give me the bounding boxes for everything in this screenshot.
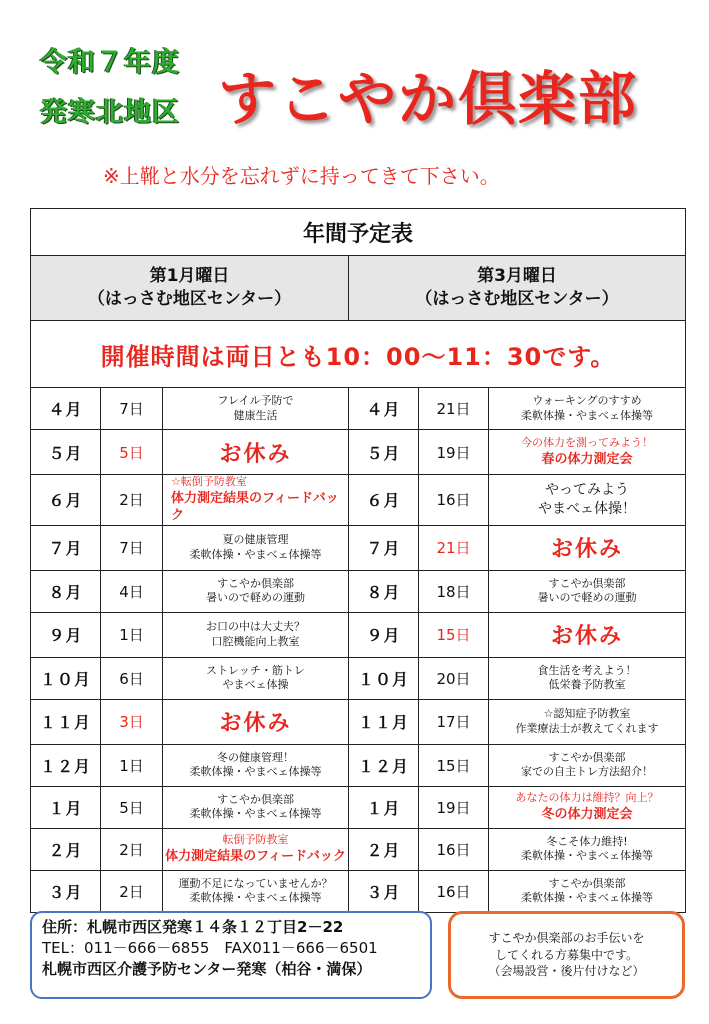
third-monday-month: ５月: [349, 430, 419, 475]
third-monday-month: ３月: [349, 870, 419, 912]
third-monday-date: 15日: [419, 744, 489, 786]
third-event-line2: 柔軟体操・やまべェ体操等: [521, 408, 653, 422]
third-monday-month: ８月: [349, 570, 419, 612]
first-event-line2: 柔軟体操・やまべェ体操等: [189, 891, 322, 905]
third-monday-month: １１月: [349, 699, 419, 744]
first-event-line2: 口腔機能向上教室: [211, 634, 300, 648]
third-event: [489, 699, 686, 744]
third-event: お休み: [489, 525, 686, 570]
schedule-row: [31, 475, 686, 526]
first-monday-month: ６月: [31, 475, 101, 526]
third-event: [489, 786, 686, 828]
center-name: 札幌市西区介護予防センター発寒（柏谷・満保）: [42, 960, 372, 978]
first-event-line2: 柔軟体操・やまべェ体操等: [189, 807, 322, 821]
first-event-line2: 健康生活: [233, 408, 278, 422]
club-title: すこやか倶楽部: [218, 65, 639, 133]
third-event-line1: 食生活を考えよう！: [537, 663, 637, 677]
third-monday-date: 19日: [419, 786, 489, 828]
first-monday-date: 2日: [101, 870, 163, 912]
first-monday-date: 6日: [101, 657, 163, 699]
first-monday-month: ５月: [31, 430, 101, 475]
volunteer-line1: すこやか倶楽部のお手伝いを: [488, 930, 645, 945]
first-event: お休み: [163, 699, 349, 744]
first-monday-date: 1日: [101, 612, 163, 657]
district-label: 発寒北地区: [40, 97, 180, 128]
schedule-row: [31, 612, 686, 657]
first-event: [163, 744, 349, 786]
third-monday-date: 20日: [419, 657, 489, 699]
first-event-line1: ☆転倒予防教室: [171, 475, 247, 488]
third-event-line1: ウォーキングのすすめ: [532, 393, 642, 407]
third-event: [489, 388, 686, 430]
third-monday-month: ９月: [349, 612, 419, 657]
third-event: [489, 475, 686, 526]
third-event-line2: 冬の体力測定会: [541, 807, 633, 823]
first-monday-month: ３月: [31, 870, 101, 912]
third-monday-month: ６月: [349, 475, 419, 526]
annual-schedule-table: [30, 208, 686, 913]
third-monday-month: １２月: [349, 744, 419, 786]
first-monday-date: 4日: [101, 570, 163, 612]
first-event-line2: やまべェ体操: [222, 678, 289, 692]
first-monday-month: ８月: [31, 570, 101, 612]
third-monday-month: ７月: [349, 525, 419, 570]
first-monday-date: 7日: [101, 388, 163, 430]
third-event-line1: すこやか倶楽部: [548, 876, 626, 890]
third-event-line1: ☆認知症予防教室: [543, 707, 631, 721]
third-monday-date: 16日: [419, 828, 489, 870]
first-event-line2: 暑いので軽めの運動: [206, 591, 305, 605]
first-monday-location: （はっさむ地区センター）: [87, 289, 292, 309]
third-event-line1: あなたの体力は維持？向上？: [515, 791, 659, 805]
first-event-line2: 柔軟体操・やまべェ体操等: [189, 765, 322, 779]
third-event-line1: すこやか倶楽部: [548, 750, 626, 764]
third-monday-month: １０月: [349, 657, 419, 699]
first-event: [163, 388, 349, 430]
first-monday-venue: [31, 256, 349, 321]
first-event: [163, 828, 349, 870]
third-event: [489, 870, 686, 912]
contact-box: [30, 911, 432, 999]
third-monday-date: 15日: [419, 612, 489, 657]
schedule-row: [31, 786, 686, 828]
third-monday-date: 17日: [419, 699, 489, 744]
first-event-line2: 体力測定結果のフィードバック: [165, 849, 346, 865]
third-event-line2: 柔軟体操・やまべェ体操等: [521, 891, 653, 905]
schedule-row: [31, 828, 686, 870]
schedule-row: [31, 525, 686, 570]
third-monday-month: １月: [349, 786, 419, 828]
first-monday-month: ９月: [31, 612, 101, 657]
first-monday-date: 1日: [101, 744, 163, 786]
first-monday-date: 2日: [101, 828, 163, 870]
first-monday-date: 5日: [101, 430, 163, 475]
first-event-line1: すこやか倶楽部: [217, 792, 294, 806]
first-monday-date: 5日: [101, 786, 163, 828]
first-monday-month: ７月: [31, 525, 101, 570]
third-monday-month: ２月: [349, 828, 419, 870]
third-event-line1: 冬こそ体力維持!: [546, 834, 628, 848]
third-monday-venue: [349, 256, 686, 321]
third-event: お休み: [489, 612, 686, 657]
first-event: お休み: [163, 430, 349, 475]
first-event-line1: ストレッチ・筋トレ: [206, 663, 305, 677]
first-monday-label: 第1月曜日: [149, 266, 230, 287]
first-event-line1: すこやか倶楽部: [217, 576, 294, 590]
first-event-line1: 夏の健康管理: [222, 533, 289, 547]
volunteer-line2: してくれる方募集中です。: [494, 947, 639, 962]
fiscal-year-label: 令和７年度: [40, 47, 180, 78]
first-monday-date: 2日: [101, 475, 163, 526]
third-monday-location: （はっさむ地区センター）: [415, 289, 619, 309]
first-monday-month: １月: [31, 786, 101, 828]
first-event-line1: 冬の健康管理！: [217, 750, 294, 764]
third-monday-date: 21日: [419, 388, 489, 430]
third-event-line2: 春の体力測定会: [541, 451, 633, 467]
first-monday-date: 7日: [101, 525, 163, 570]
first-monday-month: ２月: [31, 828, 101, 870]
volunteer-recruit-box: [448, 911, 685, 999]
first-event: [163, 870, 349, 912]
schedule-row: [31, 744, 686, 786]
first-event-line2: 柔軟体操・やまべェ体操等: [189, 547, 322, 561]
third-event: [489, 430, 686, 475]
schedule-row: [31, 430, 686, 475]
third-monday-date: 16日: [419, 475, 489, 526]
third-event: [489, 744, 686, 786]
third-event-line2: 家での自主トレ方法紹介！: [521, 765, 653, 779]
schedule-row: [31, 388, 686, 430]
session-hours: 開催時間は両日とも10：00～11：30です。: [31, 321, 686, 388]
third-event-line2: 作業療法士が教えてくれます: [515, 721, 659, 735]
schedule-row: [31, 657, 686, 699]
schedule-row: [31, 570, 686, 612]
first-monday-month: １２月: [31, 744, 101, 786]
third-monday-label: 第3月曜日: [477, 266, 557, 287]
first-event: [163, 786, 349, 828]
third-monday-date: 18日: [419, 570, 489, 612]
third-monday-date: 21日: [419, 525, 489, 570]
third-event: [489, 657, 686, 699]
first-event: [163, 475, 349, 526]
first-event-line1: フレイル予防で: [217, 393, 294, 407]
schedule-title: 年間予定表: [31, 209, 686, 256]
first-event-line1: 運動不足になっていませんか？: [178, 876, 333, 890]
first-monday-date: 3日: [101, 699, 163, 744]
first-event-line2: 体力測定結果のフィードバック: [171, 490, 339, 524]
first-monday-month: １１月: [31, 699, 101, 744]
third-monday-date: 19日: [419, 430, 489, 475]
first-event-line1: お口の中は大丈夫？: [206, 620, 305, 634]
volunteer-line3: （会場設営・後片付けなど）: [488, 964, 645, 979]
first-event: [163, 657, 349, 699]
first-event: [163, 525, 349, 570]
third-event: [489, 570, 686, 612]
first-monday-month: １０月: [31, 657, 101, 699]
third-monday-date: 16日: [419, 870, 489, 912]
third-event-line2: 柔軟体操・やまべェ体操等: [521, 849, 653, 863]
third-event-line1: すこやか倶楽部: [548, 576, 626, 590]
first-event: [163, 612, 349, 657]
third-event-line1: 今の体力を測ってみよう！: [521, 435, 653, 449]
third-monday-month: ４月: [349, 388, 419, 430]
address-text: 住所：札幌市西区発寒１４条１２丁目2－22: [42, 918, 344, 936]
bring-items-notice: ※上靴と水分を忘れずに持ってきて下さい。: [103, 164, 500, 188]
first-event: [163, 570, 349, 612]
first-event-line1: 転倒予防教室: [222, 833, 289, 847]
third-event-line2: 暑いので軽めの運動: [537, 591, 637, 605]
third-event-line2: やまべェ体操！: [538, 500, 636, 517]
third-event: [489, 828, 686, 870]
third-event-line1: やってみよう: [545, 482, 629, 499]
first-monday-month: ４月: [31, 388, 101, 430]
schedule-row: [31, 699, 686, 744]
schedule-row: [31, 870, 686, 912]
phone-fax-text: TEL：011－666－6855 FAX011－666－6501: [42, 939, 378, 957]
third-event-line2: 低栄養予防教室: [548, 678, 626, 692]
